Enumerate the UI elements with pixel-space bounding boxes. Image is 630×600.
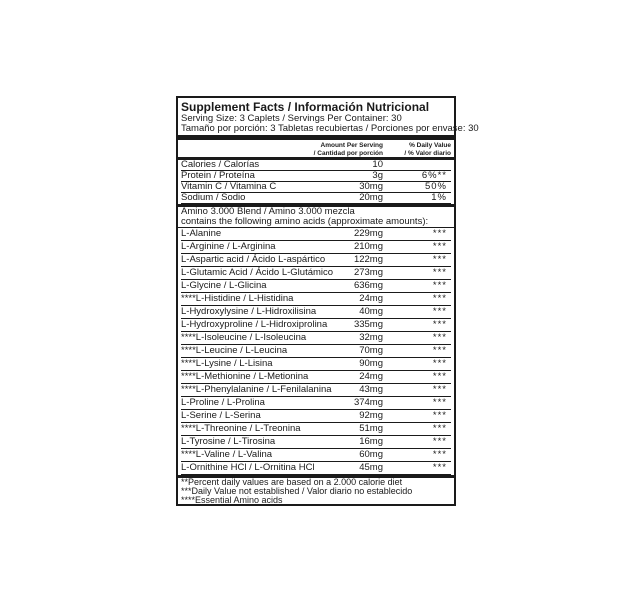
daily-value: *** — [432, 371, 447, 382]
amount-value: 60mg — [359, 449, 383, 460]
nutrient-name: ****L-Valine / L-Valina — [181, 449, 273, 460]
amount-header-line: / Cantidad por porción — [313, 149, 383, 157]
amount-value: 636mg — [353, 280, 383, 291]
nutrient-name: Vitamin C / Vitamina C — [181, 181, 277, 192]
table-row — [181, 254, 451, 267]
nutrient-name: ****L-Phenylalanine / L-Fenilalanina — [181, 384, 332, 395]
serving-size: Serving Size: 3 Caplets / Servings Per Container: 30 — [181, 113, 402, 124]
table-row — [181, 384, 451, 397]
daily-value: *** — [432, 306, 447, 317]
daily-value: *** — [432, 436, 447, 447]
table-row — [181, 267, 451, 280]
table-row — [181, 462, 451, 475]
amount-value: 24mg — [359, 371, 383, 382]
amount-value: 273mg — [353, 267, 383, 278]
daily-value: 50% — [424, 181, 447, 192]
amount-header — [314, 142, 383, 157]
table-row — [181, 228, 451, 241]
daily-value-header-line: / % Valor diario — [404, 149, 451, 157]
daily-value: *** — [432, 397, 447, 408]
footnote-percent-dv: **Percent daily values are based on a 2.000 calorie diet — [181, 477, 403, 487]
nutrient-name: Calories / Calorías — [181, 159, 260, 170]
daily-value: *** — [432, 384, 447, 395]
amount-value: 16mg — [359, 436, 383, 447]
amount-value: 374mg — [353, 397, 383, 408]
amount-value: 335mg — [353, 319, 383, 330]
amount-value: 3g — [372, 170, 383, 181]
nutrient-name: L-Glycine / L-Glicina — [181, 280, 267, 291]
daily-value: *** — [432, 462, 447, 473]
amount-header-line: Amount Per Serving — [320, 142, 383, 149]
daily-value: *** — [432, 332, 447, 343]
daily-value: *** — [432, 449, 447, 460]
nutrient-name: L-Hydroxyproline / L-Hidroxiprolina — [181, 319, 328, 330]
table-row — [181, 306, 451, 319]
nutrient-name: ****L-Histidine / L-Histidina — [181, 293, 294, 304]
serving-size-es: Tamaño por porción: 3 Tabletas recubiertas / Porciones por envase: 30 — [181, 123, 479, 134]
amount-value: 210mg — [353, 241, 383, 252]
table-row — [181, 449, 451, 462]
daily-value-header — [404, 142, 451, 157]
nutrient-name: L-Tyrosine / L-Tirosina — [181, 436, 276, 447]
daily-value: *** — [432, 254, 447, 265]
amount-value: 70mg — [359, 345, 383, 356]
amount-value: 32mg — [359, 332, 383, 343]
amount-value: 90mg — [359, 358, 383, 369]
nutrient-name: ****L-Leucine / L-Leucina — [181, 345, 288, 356]
table-row — [181, 436, 451, 449]
nutrient-name: L-Proline / L-Prolina — [181, 397, 265, 408]
footnote-essential: ****Essential Amino acids — [181, 495, 283, 505]
daily-value: *** — [432, 228, 447, 239]
nutrient-name: L-Serine / L-Serina — [181, 410, 261, 421]
amount-value: 229mg — [353, 228, 383, 239]
table-row — [181, 332, 451, 345]
amount-value: 122mg — [353, 254, 383, 265]
daily-value: *** — [432, 345, 447, 356]
daily-value: *** — [432, 241, 447, 252]
amount-value: 10 — [372, 159, 383, 170]
nutrient-list — [181, 160, 451, 204]
table-row — [181, 293, 451, 306]
amount-value: 45mg — [359, 462, 383, 473]
amount-value: 92mg — [359, 410, 383, 421]
nutrient-name: ****L-Isoleucine / L-Isoleucina — [181, 332, 307, 343]
daily-value: *** — [432, 293, 447, 304]
amount-value: 24mg — [359, 293, 383, 304]
table-row — [181, 371, 451, 384]
daily-value: 1% — [431, 192, 447, 203]
nutrient-name: L-Ornithine HCl / L-Ornitina HCl — [181, 462, 315, 473]
amount-value: 51mg — [359, 423, 383, 434]
daily-value: *** — [432, 319, 447, 330]
column-header — [181, 140, 451, 157]
daily-value: 6%** — [421, 170, 447, 181]
table-row — [181, 193, 451, 204]
nutrient-name: ****L-Methionine / L-Metionina — [181, 371, 309, 382]
nutrient-name: ****L-Lysine / L-Lisina — [181, 358, 273, 369]
table-row — [181, 280, 451, 293]
blend-description: contains the following amino acids (approximate amounts): — [181, 216, 429, 227]
daily-value: *** — [432, 358, 447, 369]
nutrient-name: Protein / Proteína — [181, 170, 255, 181]
amount-value: 20mg — [359, 192, 383, 203]
nutrient-name: ****L-Threonine / L-Treonina — [181, 423, 301, 434]
supplement-facts-panel — [176, 96, 479, 506]
daily-value: *** — [432, 410, 447, 421]
amount-value: 40mg — [359, 306, 383, 317]
nutrient-name: L-Hydroxylysine / L-Hidroxilisina — [181, 306, 317, 317]
nutrient-name: L-Glutamic Acid / Ácido L-Glutámico — [181, 267, 334, 278]
table-row — [181, 319, 451, 332]
daily-value: *** — [432, 267, 447, 278]
nutrient-name: L-Aspartic acid / Ácido L-aspártico — [181, 254, 326, 265]
blend-title: Amino 3.000 Blend / Amino 3.000 mezcla — [181, 206, 355, 217]
table-row — [181, 345, 451, 358]
table-row — [181, 423, 451, 436]
table-row — [181, 410, 451, 423]
nutrient-name: L-Arginine / L-Arginina — [181, 241, 276, 252]
footnote-dv-not-established: ***Daily Value not established / Valor diario no establecido — [181, 486, 413, 496]
panel-title: Supplement Facts / Información Nutricional — [181, 100, 430, 114]
nutrient-name: Sodium / Sodio — [181, 192, 246, 203]
table-row — [181, 358, 451, 371]
daily-value: *** — [432, 280, 447, 291]
amount-value: 43mg — [359, 384, 383, 395]
daily-value: *** — [432, 423, 447, 434]
table-row — [181, 241, 451, 254]
daily-value-header-line: % Daily Value — [409, 142, 451, 149]
nutrient-name: L-Alanine — [181, 228, 222, 239]
table-row — [181, 397, 451, 410]
amount-value: 30mg — [359, 181, 383, 192]
amino-acid-list — [181, 228, 451, 475]
